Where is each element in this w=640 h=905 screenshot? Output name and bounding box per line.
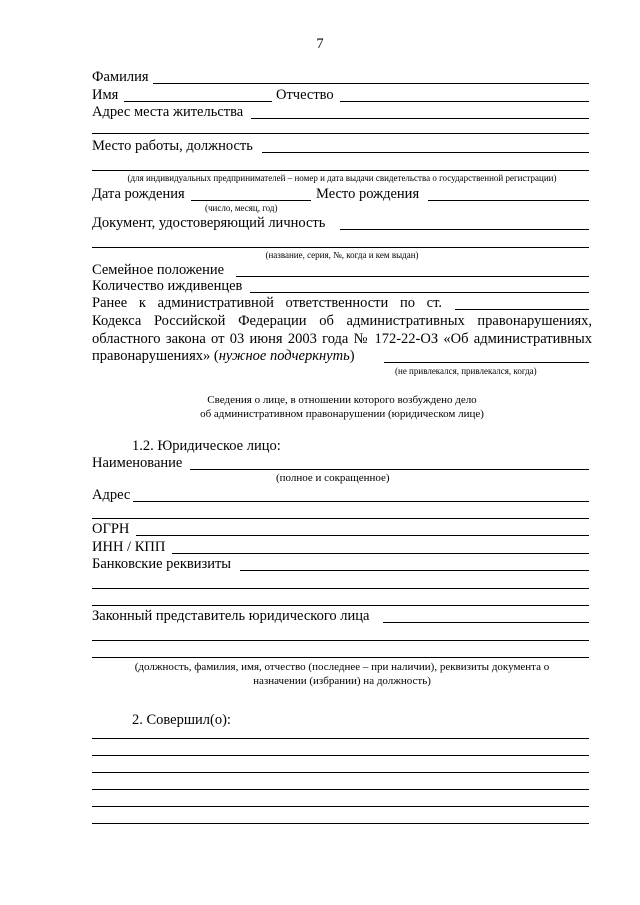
marital-status-label: Семейное положение	[92, 262, 225, 278]
prior-liability-line-4-end: )	[349, 348, 355, 364]
first-name-label: Имя	[92, 87, 119, 103]
prior-liability-article-field-line[interactable]	[455, 309, 589, 310]
ogrn-label: ОГРН	[92, 521, 130, 537]
surname-label: Фамилия	[92, 69, 149, 85]
patronymic-field-line[interactable]	[340, 101, 589, 102]
committed-field-line-4[interactable]	[92, 789, 589, 790]
representative-field-line[interactable]	[383, 622, 589, 623]
representative-note-line-2: назначении (избрании) на должность)	[253, 675, 431, 687]
inn-kpp-label: ИНН / КПП	[92, 539, 166, 555]
birth-place-field-line[interactable]	[428, 200, 589, 201]
representative-note-line-1: (должность, фамилия, имя, отчество (последнее – при наличии), реквизиты документа о	[134, 661, 550, 673]
prior-liability-line-2: Кодекса Российской Федерации об административных правонарушениях,	[92, 313, 592, 329]
id-document-field-line-2[interactable]	[92, 247, 589, 248]
representative-label: Законный представитель юридического лица	[92, 608, 370, 624]
representative-field-line-3[interactable]	[92, 657, 589, 658]
surname-field-line[interactable]	[153, 83, 589, 84]
work-place-note: (для индивидуальных предпринимателей – номер и дата выдачи свидетельства о государственной регистрации)	[127, 173, 557, 183]
dependents-label: Количество иждивенцев	[92, 278, 243, 294]
residence-address-field-line[interactable]	[251, 118, 589, 119]
entity-address-field-line-2[interactable]	[92, 518, 589, 519]
prior-liability-emphasis: нужное подчеркнуть	[218, 348, 350, 364]
dependents-field-line[interactable]	[250, 292, 589, 293]
work-place-label: Место работы, должность	[92, 138, 253, 154]
entity-address-label: Адрес	[92, 487, 131, 503]
committed-field-line-2[interactable]	[92, 755, 589, 756]
entity-name-field-line[interactable]	[190, 469, 589, 470]
committed-field-line-3[interactable]	[92, 772, 589, 773]
committed-section-title: 2. Совершил(о):	[132, 712, 231, 728]
id-document-note: (название, серия, №, когда и кем выдан)	[265, 250, 419, 260]
residence-address-label: Адрес места жительства	[92, 104, 244, 120]
bank-details-field-line-2[interactable]	[92, 588, 589, 589]
patronymic-label: Отчество	[276, 87, 334, 103]
prior-liability-field-line[interactable]	[384, 362, 589, 363]
representative-field-line-2[interactable]	[92, 640, 589, 641]
page-number: 7	[316, 36, 324, 52]
ogrn-field-line[interactable]	[136, 535, 589, 536]
id-document-field-line[interactable]	[340, 229, 589, 230]
prior-liability-line-3: областного закона от 03 июня 2003 года № 172-22-ОЗ «Об административных	[92, 331, 592, 347]
entity-address-field-line[interactable]	[133, 501, 589, 502]
bank-details-label: Банковские реквизиты	[92, 556, 232, 572]
prior-liability-line-4-text: правонарушениях» (	[92, 348, 219, 364]
work-place-field-line[interactable]	[262, 152, 589, 153]
committed-field-line-5[interactable]	[92, 806, 589, 807]
residence-address-field-line-2[interactable]	[92, 133, 589, 134]
bank-details-field-line[interactable]	[240, 570, 589, 571]
bank-details-field-line-3[interactable]	[92, 605, 589, 606]
marital-status-field-line[interactable]	[236, 276, 589, 277]
birth-date-label: Дата рождения	[92, 186, 185, 202]
committed-field-line-6[interactable]	[92, 823, 589, 824]
inn-kpp-field-line[interactable]	[172, 553, 589, 554]
legal-entity-section-title: 1.2. Юридическое лицо:	[132, 438, 281, 454]
birth-date-field-line[interactable]	[191, 200, 311, 201]
committed-field-line-1[interactable]	[92, 738, 589, 739]
legal-entity-heading-line-2: об административном правонарушении (юридическом лице)	[200, 408, 484, 420]
prior-liability-line-1: Ранее к административной ответственности по ст.	[92, 295, 442, 311]
prior-liability-note: (не привлекался, привлекался, когда)	[395, 366, 537, 376]
id-document-label: Документ, удостоверяющий личность	[92, 215, 326, 231]
entity-name-note: (полное и сокращенное)	[276, 472, 390, 484]
entity-name-label: Наименование	[92, 455, 183, 471]
first-name-field-line[interactable]	[124, 101, 272, 102]
legal-entity-heading-line-1: Сведения о лице, в отношении которого возбуждено дело	[207, 394, 477, 406]
prior-liability-line-4	[92, 348, 355, 364]
work-place-field-line-2[interactable]	[92, 170, 589, 171]
birth-date-note: (число, месяц, год)	[205, 203, 278, 213]
birth-place-label: Место рождения	[316, 186, 420, 202]
